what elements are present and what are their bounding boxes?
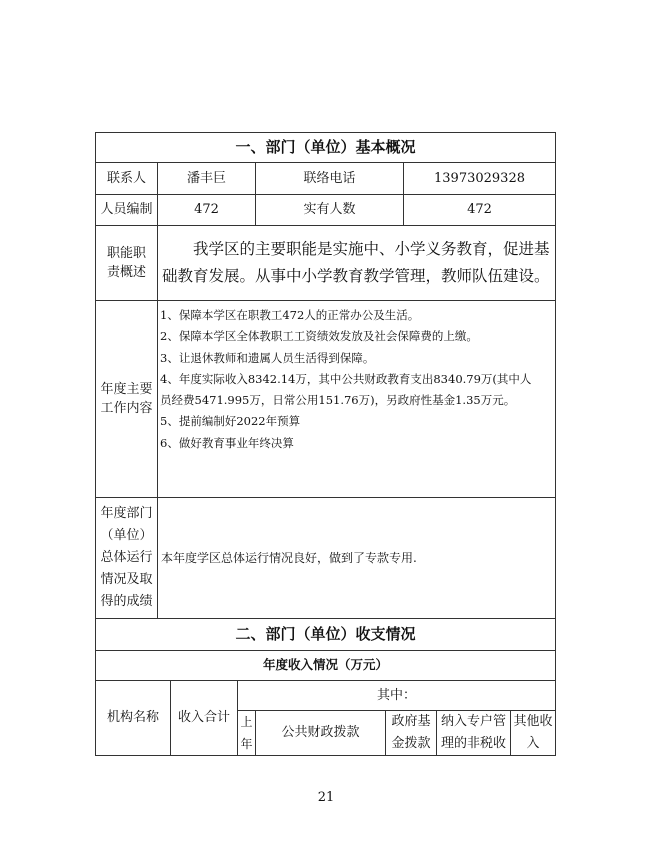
duty-text: 我学区的主要职能是实施中、小学义务教育，促进基础教育发展。从事中小学教育教学管理，教师队伍建设。 (157, 225, 556, 301)
header-org: 机构名称 (95, 680, 171, 756)
staff-value: 472 (157, 194, 256, 226)
ops-text: 本年度学区总体运行情况良好，做到了专款专用. (157, 497, 556, 619)
section1-title: 一、部门（单位）基本概况 (95, 132, 556, 163)
phone-value: 13973029328 (403, 162, 556, 195)
phone-label: 联络电话 (255, 162, 404, 195)
work-item: 1、保障本学区在职教工472人的正常办公及生活。 (160, 308, 420, 322)
header-prev-year: 上年 (237, 710, 256, 756)
work-item: 员经费5471.995万，日常公用151.76万)，另政府性基金1.35万元。 (160, 393, 516, 408)
contact-value: 潘丰巨 (157, 162, 256, 195)
section2-title: 二、部门（单位）收支情况 (95, 618, 556, 651)
work-item: 6、做好教育事业年终决算 (160, 435, 294, 450)
header-special-account: 纳入专户管理的非税收 (436, 710, 511, 756)
header-other: 其他收入 (510, 710, 556, 756)
duty-label: 职能职责概述 (95, 225, 158, 301)
work-item: 3、让退休教师和遗属人员生活得到保障。 (160, 350, 375, 365)
work-item: 4、年度实际收入8342.14万，其中公共财政教育支出8340.79万(其中人 (160, 371, 532, 386)
actual-label: 实有人数 (255, 194, 404, 226)
ops-label: 年度部门（单位）总体运行情况及取得的成绩 (95, 497, 158, 619)
work-label: 年度主要工作内容 (95, 300, 158, 498)
staff-label: 人员编制 (95, 194, 158, 226)
work-list (160, 305, 555, 454)
header-of-which: 其中： (237, 680, 556, 711)
page-number: 21 (317, 790, 335, 805)
work-item: 5、提前编制好2022年预算 (160, 414, 301, 429)
contact-label: 联系人 (95, 162, 158, 195)
header-total: 收入合计 (170, 680, 238, 756)
header-public-finance: 公共财政拨款 (255, 710, 386, 756)
work-item: 2、保障本学区全体教职工工资绩效发放及社会保障费的上缴。 (160, 329, 478, 344)
income-title: 年度收入情况（万元） (95, 650, 556, 681)
header-gov-fund: 政府基金拨款 (385, 710, 437, 756)
actual-value: 472 (403, 194, 556, 226)
